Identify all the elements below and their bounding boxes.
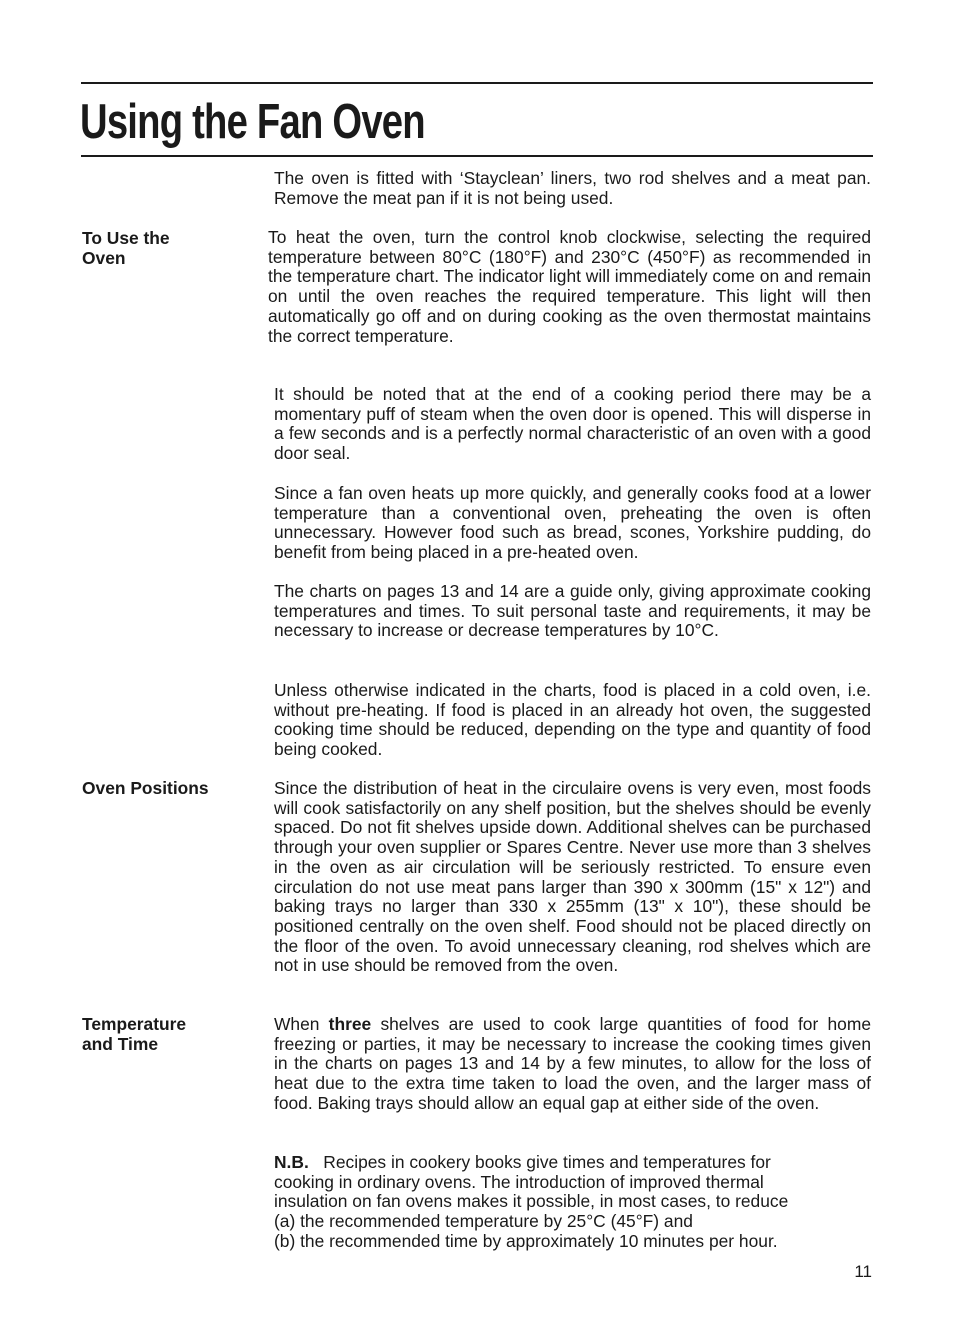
nb-text: Recipes in cookery books give times and temperatures for: [323, 1152, 771, 1172]
temperature-emphasis: three: [328, 1014, 372, 1034]
section-heading-temperature-and-time: [82, 1015, 252, 1054]
nb-line: insulation on fan ovens makes it possible, in most cases, to reduce: [274, 1191, 789, 1212]
section-heading-to-use-the-oven: [82, 229, 252, 268]
heading-line: and Time: [82, 1033, 159, 1054]
nb-note: [274, 1153, 871, 1252]
to-use-paragraph-5: Unless otherwise indicated in the charts, food is placed in a cold oven, i.e. without pre-heating. If food is placed in an already hot oven, the suggested cooking time should be reduced, depending on the type and quantity of food being cooked.: [274, 680, 871, 760]
to-use-paragraph-1: To heat the oven, turn the control knob clockwise, selecting the required temperature between 80°C (180°F) and 230°C (450°F) as recommended in the temperature chart. The indicator light will immediately come on and remain on until the oven reaches the required temperature. This light will then automatically go off and on during cooking as the oven thermostat maintains the correct temperature.: [268, 227, 871, 346]
temperature-prefix: When: [274, 1014, 320, 1034]
to-use-paragraph-4: The charts on pages 13 and 14 are a guide only, giving approximate cooking temperatures and times. To suit personal taste and requirements, it may be necessary to increase or decrease temperatures by 10°C.: [274, 581, 871, 641]
top-rule: [81, 82, 873, 84]
title-underline: [81, 155, 873, 157]
temperature-paragraph: [274, 1015, 871, 1114]
section-heading-oven-positions: [82, 779, 252, 799]
to-use-paragraph-2: It should be noted that at the end of a cooking period there may be a momentary puff of steam when the oven door is opened. This will disperse in a few seconds and is a perfectly normal characteristic of an oven with a good door seal.: [274, 384, 871, 464]
heading-line: Oven: [82, 247, 126, 268]
intro-paragraph: The oven is fitted with ‘Stayclean’ liners, two rod shelves and a meat pan. Remove the meat pan if it is not being used.: [274, 168, 871, 208]
temperature-rest: shelves are used to cook large quantities of food for home freezing or parties, it may be necessary to increase the cooking times given in the charts on pages 13 and 14 by a few minutes, to allow for the loss of heat due to the extra time taken to load the oven, and the larger mass of food. Baking trays should allow an equal gap at either side of the oven.: [274, 1014, 871, 1113]
nb-line: (a) the recommended temperature by 25°C (45°F) and: [274, 1211, 693, 1232]
page-number: 11: [854, 1262, 872, 1281]
heading-line: To Use the: [82, 228, 170, 248]
heading-line: Temperature: [82, 1014, 187, 1034]
nb-line: cooking in ordinary ovens. The introduction of improved thermal: [274, 1171, 764, 1192]
heading-line: Oven Positions: [82, 778, 209, 798]
to-use-paragraph-3: Since a fan oven heats up more quickly, and generally cooks food at a lower temperature than a conventional oven, preheating the oven is often unnecessary. However food such as bread, scones, Yorkshire pudding, do benefit from being placed in a pre-heated oven.: [274, 483, 871, 563]
nb-label: N.B.: [274, 1152, 309, 1172]
page-title: Using the Fan Oven: [80, 95, 425, 149]
nb-line: (b) the recommended time by approximately 10 minutes per hour.: [274, 1230, 778, 1251]
nb-line: [274, 1153, 871, 1173]
oven-positions-paragraph: Since the distribution of heat in the circulaire ovens is very even, most foods will cook satisfactorily on any shelf position, but the shelves should be evenly spaced. Do not fit shelves upside down. Additional shelves can be purchased through your oven supplier or Spares Centre. Never use more than 3 shelves in the oven as air circulation will be seriously restricted. To ensure even circulation do not use meat pans larger than 390 x 300mm (15" x 12") and baking trays no larger than 330 x 255mm (13" x 10"), these should be positioned centrally on the oven shelf. Food should not be placed directly on the floor of the oven. To avoid unnecessary cleaning, rod shelves which are not in use should be removed from the oven.: [274, 778, 871, 976]
